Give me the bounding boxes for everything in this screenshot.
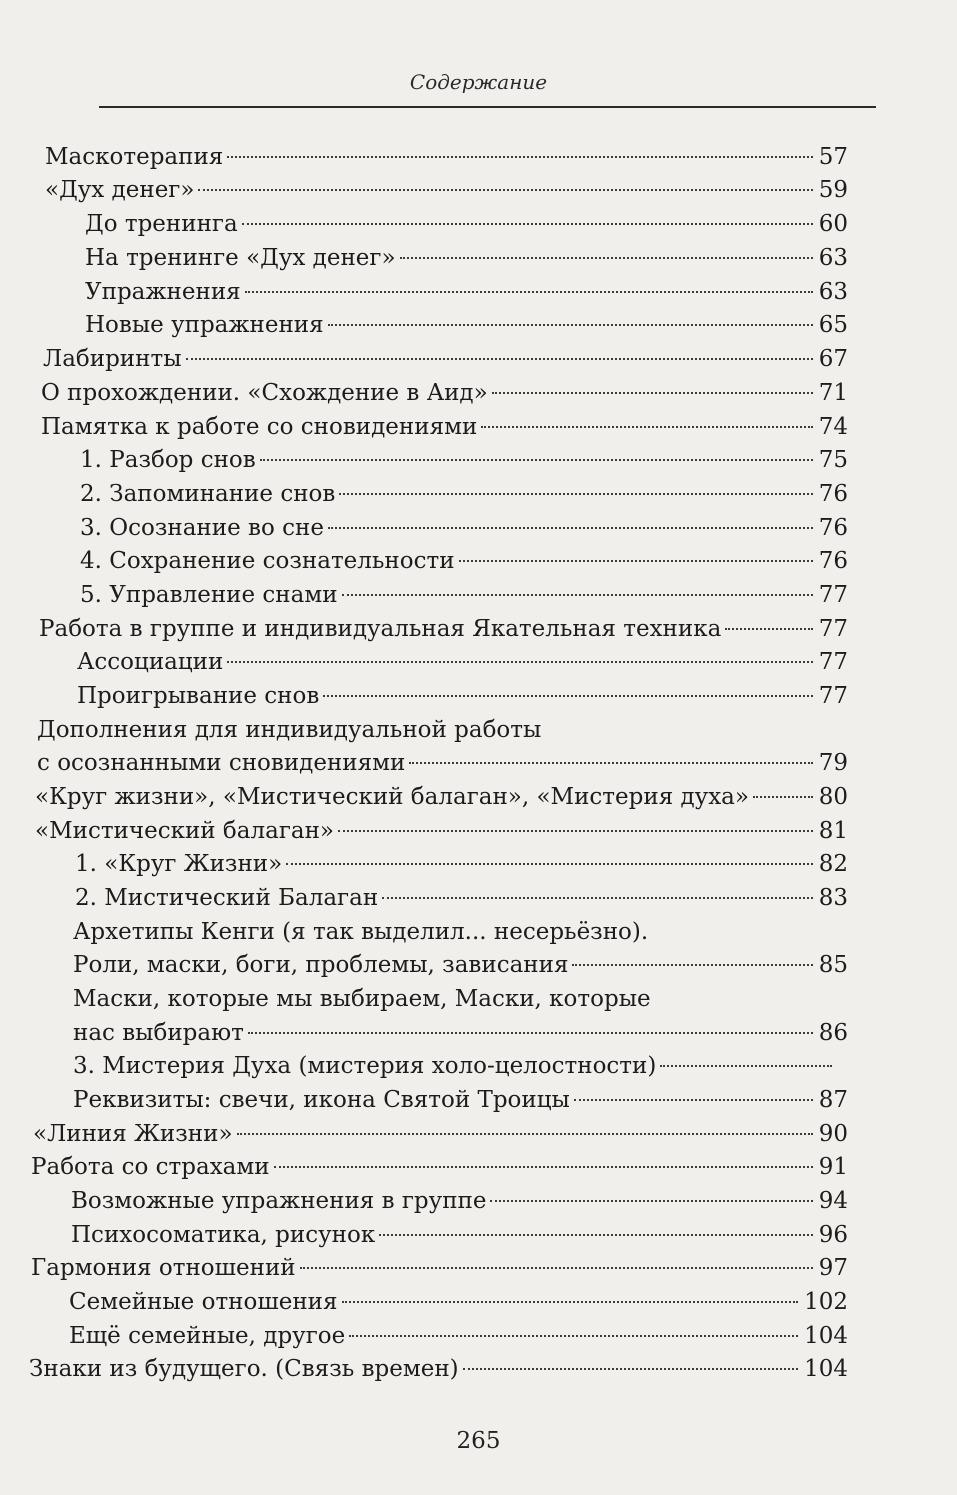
dot-leader (328, 324, 813, 326)
toc-entry-title: На тренинге «Дух денег» (85, 245, 396, 271)
toc-entry (73, 1083, 848, 1117)
toc-entry-page: 77 (818, 616, 848, 642)
toc-entry-title: Маски, которые мы выбираем, Маски, которые (73, 986, 651, 1012)
toc-entry (73, 948, 848, 982)
dot-leader (274, 1166, 813, 1168)
toc-entry (75, 881, 848, 915)
toc-entry-title: 1. Разбор снов (80, 447, 256, 473)
page-number: 265 (456, 1428, 501, 1454)
toc-entry (45, 173, 848, 207)
dot-leader (490, 1200, 812, 1202)
toc-entry-page: 59 (818, 177, 848, 203)
toc-entry (29, 1352, 848, 1386)
toc-entry-title: Возможные упражнения в группе (71, 1188, 487, 1214)
header-rule (99, 106, 876, 108)
toc-entry-title: 2. Запоминание снов (80, 481, 336, 507)
dot-leader (459, 560, 813, 562)
toc-entry-page: 83 (818, 885, 848, 911)
dot-leader (342, 1301, 799, 1303)
dot-leader (186, 358, 813, 360)
toc-entry-page: 85 (818, 952, 848, 978)
toc-entry (71, 1184, 848, 1218)
dot-leader (237, 1133, 813, 1135)
toc-entry-page: 82 (818, 851, 848, 877)
dot-leader (382, 897, 813, 899)
toc-entry-title: До тренинга (85, 211, 238, 237)
toc-entry-page: 63 (818, 279, 848, 305)
toc-entry-title: «Мистический балаган» (35, 818, 334, 844)
toc-entry-page: 91 (818, 1154, 848, 1180)
dot-leader (400, 257, 813, 259)
toc-entry (41, 376, 848, 410)
toc-entry-title: 5. Управление снами (80, 582, 338, 608)
dot-leader (725, 628, 812, 630)
toc-entry (85, 207, 848, 241)
toc-entry (33, 1117, 848, 1151)
toc-entry-page: 104 (804, 1323, 848, 1349)
toc-entry-page: 81 (818, 818, 848, 844)
toc-entry-page: 57 (818, 144, 848, 170)
dot-leader (328, 527, 813, 529)
toc-entry (73, 1049, 838, 1083)
toc-entry-page: 80 (818, 784, 848, 810)
dot-leader (753, 796, 813, 798)
toc-entry-title: Маскотерапия (45, 144, 224, 170)
toc-entry-title: Реквизиты: свечи, икона Святой Троицы (73, 1087, 570, 1113)
toc-entry-title: Ассоциации (77, 649, 224, 675)
dot-leader (409, 762, 812, 764)
toc-entry-page: 90 (818, 1121, 848, 1147)
dot-leader (349, 1335, 798, 1337)
toc-entry (75, 847, 848, 881)
toc-entry-page: 76 (818, 481, 848, 507)
toc-entry-page: 102 (804, 1289, 848, 1315)
toc-entry-title: «Линия Жизни» (33, 1121, 233, 1147)
toc-entry-title: с осознанными сновидениями (37, 750, 406, 776)
toc-entry-page: 94 (818, 1188, 848, 1214)
toc-entry (37, 713, 541, 747)
toc-entry-title: нас выбирают (73, 1020, 244, 1046)
dot-leader (660, 1065, 832, 1067)
toc-entry-title: 4. Сохранение сознательности (80, 548, 455, 574)
toc-entry (69, 1285, 848, 1319)
toc-entry (43, 342, 848, 376)
toc-entry (45, 140, 848, 174)
toc-entry-page: 67 (818, 346, 848, 372)
toc-entry-title: Семейные отношения (69, 1289, 338, 1315)
toc-entry-page: 87 (818, 1087, 848, 1113)
toc-entry (80, 477, 848, 511)
toc-entry (31, 1150, 848, 1184)
dot-leader (574, 1099, 813, 1101)
dot-leader (492, 392, 813, 394)
toc-entry (85, 308, 848, 342)
toc-entry (35, 780, 848, 814)
toc-entry (85, 241, 848, 275)
toc-entry-title: Лабиринты (43, 346, 182, 372)
toc-entry-title: Работа со страхами (31, 1154, 270, 1180)
dot-leader (463, 1368, 798, 1370)
toc-entry-page: 75 (818, 447, 848, 473)
toc-entry-page: 86 (818, 1020, 848, 1046)
toc-entry-title: Гармония отношений (31, 1255, 296, 1281)
toc-entry-title: Психосоматика, рисунок (71, 1222, 376, 1248)
toc-entry-page: 63 (818, 245, 848, 271)
dot-leader (248, 1032, 813, 1034)
dot-leader (227, 156, 812, 158)
toc-entry-title: Новые упражнения (85, 312, 324, 338)
dot-leader (260, 459, 813, 461)
toc-entry-page: 65 (818, 312, 848, 338)
toc-entry (73, 915, 648, 949)
toc-entry (73, 982, 651, 1016)
toc-entry-title: «Дух денег» (45, 177, 195, 203)
toc-entry-title: Ещё семейные, другое (69, 1323, 346, 1349)
toc-entry-page: 77 (818, 649, 848, 675)
dot-leader (481, 426, 812, 428)
toc-entry-page: 79 (818, 750, 848, 776)
running-header: Содержание (409, 70, 548, 94)
toc-entry-title: Роли, маски, боги, проблемы, зависания (73, 952, 569, 978)
toc-entry-page: 104 (804, 1356, 848, 1382)
toc-entry-title: О прохождении. «Схождение в Аид» (41, 380, 488, 406)
toc-entry-page: 77 (818, 582, 848, 608)
dot-leader (227, 661, 812, 663)
toc-entry (71, 1218, 848, 1252)
toc-entry-page: 97 (818, 1255, 848, 1281)
toc-entry (69, 1319, 848, 1353)
toc-entry (80, 544, 848, 578)
toc-entry (77, 645, 848, 679)
toc-entry-title: Памятка к работе со сновидениями (41, 414, 478, 440)
toc-entry-title: Работа в группе и индивидуальная Якательная техника (39, 616, 722, 642)
toc-entry-page: 71 (818, 380, 848, 406)
toc-entry-title: 3. Мистерия Духа (мистерия холо-целостности) (73, 1053, 657, 1079)
toc-entry-page: 74 (818, 414, 848, 440)
toc-entry-title: 1. «Круг Жизни» (75, 851, 283, 877)
dot-leader (572, 964, 812, 966)
toc-entry (39, 612, 848, 646)
dot-leader (338, 830, 813, 832)
dot-leader (242, 223, 813, 225)
toc-entry (31, 1251, 848, 1285)
toc-entry (80, 511, 848, 545)
toc-entry-page: 77 (818, 683, 848, 709)
dot-leader (342, 594, 813, 596)
toc-entry-page: 96 (818, 1222, 848, 1248)
toc-entry-page: 60 (818, 211, 848, 237)
toc-entry (77, 679, 848, 713)
toc-entry (85, 275, 848, 309)
toc-entry (41, 410, 848, 444)
toc-entry (80, 443, 848, 477)
dot-leader (245, 291, 813, 293)
toc-entry-page: 76 (818, 548, 848, 574)
toc-entry-title: Упражнения (85, 279, 241, 305)
toc-entry (73, 1016, 848, 1050)
toc-entry-title: «Круг жизни», «Мистический балаган», «Мистерия духа» (35, 784, 749, 810)
dot-leader (198, 189, 812, 191)
dot-leader (379, 1234, 813, 1236)
toc-entry-title: Дополнения для индивидуальной работы (37, 717, 542, 743)
toc-entry-title: 2. Мистический Балаган (75, 885, 379, 911)
toc-entry-title: Знаки из будущего. (Связь времен) (29, 1356, 459, 1382)
toc-entry-title: Проигрывание снов (77, 683, 320, 709)
dot-leader (323, 695, 812, 697)
toc-entry (80, 578, 848, 612)
dot-leader (300, 1267, 813, 1269)
toc-entry (35, 814, 848, 848)
toc-entry-title: 3. Осознание во сне (80, 515, 324, 541)
dot-leader (286, 863, 813, 865)
toc-entry-title: Архетипы Кенги (я так выделил... несерьёзно). (73, 919, 649, 945)
toc-entry (37, 746, 848, 780)
dot-leader (339, 493, 812, 495)
toc-entry-page: 76 (818, 515, 848, 541)
